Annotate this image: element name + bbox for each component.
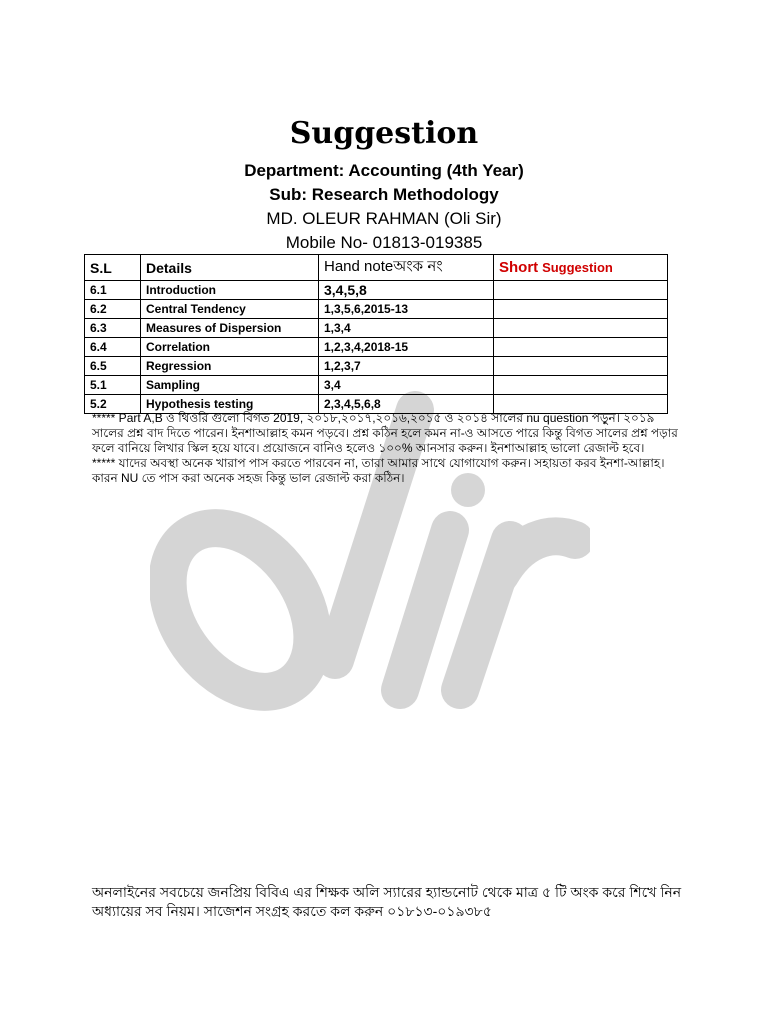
header-sl: S.L (85, 255, 141, 281)
mobile-number: Mobile No- 01813-019385 (285, 233, 483, 252)
row-short (494, 338, 668, 357)
row-sl: 5.2 (85, 395, 141, 414)
department-line: Department: Accounting (4th Year) (244, 161, 524, 180)
row-short (494, 281, 668, 300)
row-sl: 6.2 (85, 300, 141, 319)
table-row (85, 319, 668, 338)
row-short (494, 300, 668, 319)
header-short-word: Short (499, 259, 539, 276)
header-short-suggestion (494, 255, 668, 281)
notes-section (92, 411, 682, 486)
row-sl: 6.4 (85, 338, 141, 357)
row-hand-note: 2,3,4,5,6,8 (319, 395, 494, 414)
footer-promo: অনলাইনের সবচেয়ে জনপ্রিয় বিবিএ এর শিক্ষক অলি স্যারের হ্যান্ডনোট থেকে মাত্র ৫ টি অংক করে শিখে নিন অধ্যায়ের সব নিয়ম। সাজেশন সংগ্রহ করতে কল করুন ০১৮১৩-০১৯৩৮৫ (92, 884, 682, 919)
row-details: Central Tendency (141, 300, 319, 319)
row-details: Correlation (141, 338, 319, 357)
teacher-name: MD. OLEUR RAHMAN (Oli Sir) (266, 209, 502, 228)
row-details: Hypothesis testing (141, 395, 319, 414)
row-sl: 6.3 (85, 319, 141, 338)
table-row (85, 376, 668, 395)
header-suggestion-word: Suggestion (542, 260, 613, 275)
note-paragraph-2: ***** যাদের অবস্থা অনেক খারাপ পাস করতে পারবেন না, তারা আমার সাথে যোগাযোগ করুন। সহায়তা করব ইনশা-আল্লাহ। কারন NU তে পাস করা অনেক সহজ কিন্তু ভাল রেজাল্ট করা কঠিন। (92, 456, 665, 485)
row-hand-note: 1,2,3,4,2018-15 (319, 338, 494, 357)
page-title: Suggestion (289, 116, 479, 151)
subject-line: Sub: Research Methodology (269, 185, 499, 204)
row-hand-note: 3,4,5,8 (319, 281, 494, 300)
table-header-row (85, 255, 668, 281)
row-details: Regression (141, 357, 319, 376)
row-details: Introduction (141, 281, 319, 300)
table-row (85, 281, 668, 300)
table-row (85, 357, 668, 376)
table-row (85, 300, 668, 319)
row-sl: 6.1 (85, 281, 141, 300)
row-hand-note: 1,3,5,6,2015-13 (319, 300, 494, 319)
row-hand-note: 3,4 (319, 376, 494, 395)
header-hand-note: Hand noteঅংক নং (319, 255, 494, 281)
row-short (494, 319, 668, 338)
row-details: Sampling (141, 376, 319, 395)
row-hand-note: 1,3,4 (319, 319, 494, 338)
row-short (494, 357, 668, 376)
row-sl: 6.5 (85, 357, 141, 376)
header-details: Details (141, 255, 319, 281)
suggestion-table (84, 254, 668, 414)
note-paragraph-1: ***** Part A,B ও থিওরি গুলো বিগত 2019, ২০১৮,২০১৭,২০১৬,২০১৫ ও ২০১৪ সালের nu question পড়ুন। ২০১৯ সালের প্রশ্ন বাদ দিতে পারেন। ইনশাআল্লাহ কমন পড়বে। প্রশ্ন কঠিন হলে কমন না-ও আসতে পারে কিন্তু বিগত সালের প্রশ্ন পড়ার ফলে বানিয়ে লিখার স্কিল হয়ে যাবে। প্রয়োজনে বানিও হলেও ১০০% আনসার করুন। ইনশাআল্লাহ ভালো রেজাল্ট হবে। (92, 411, 678, 455)
row-sl: 5.1 (85, 376, 141, 395)
row-short (494, 376, 668, 395)
row-details: Measures of Dispersion (141, 319, 319, 338)
table-row (85, 338, 668, 357)
row-hand-note: 1,2,3,7 (319, 357, 494, 376)
